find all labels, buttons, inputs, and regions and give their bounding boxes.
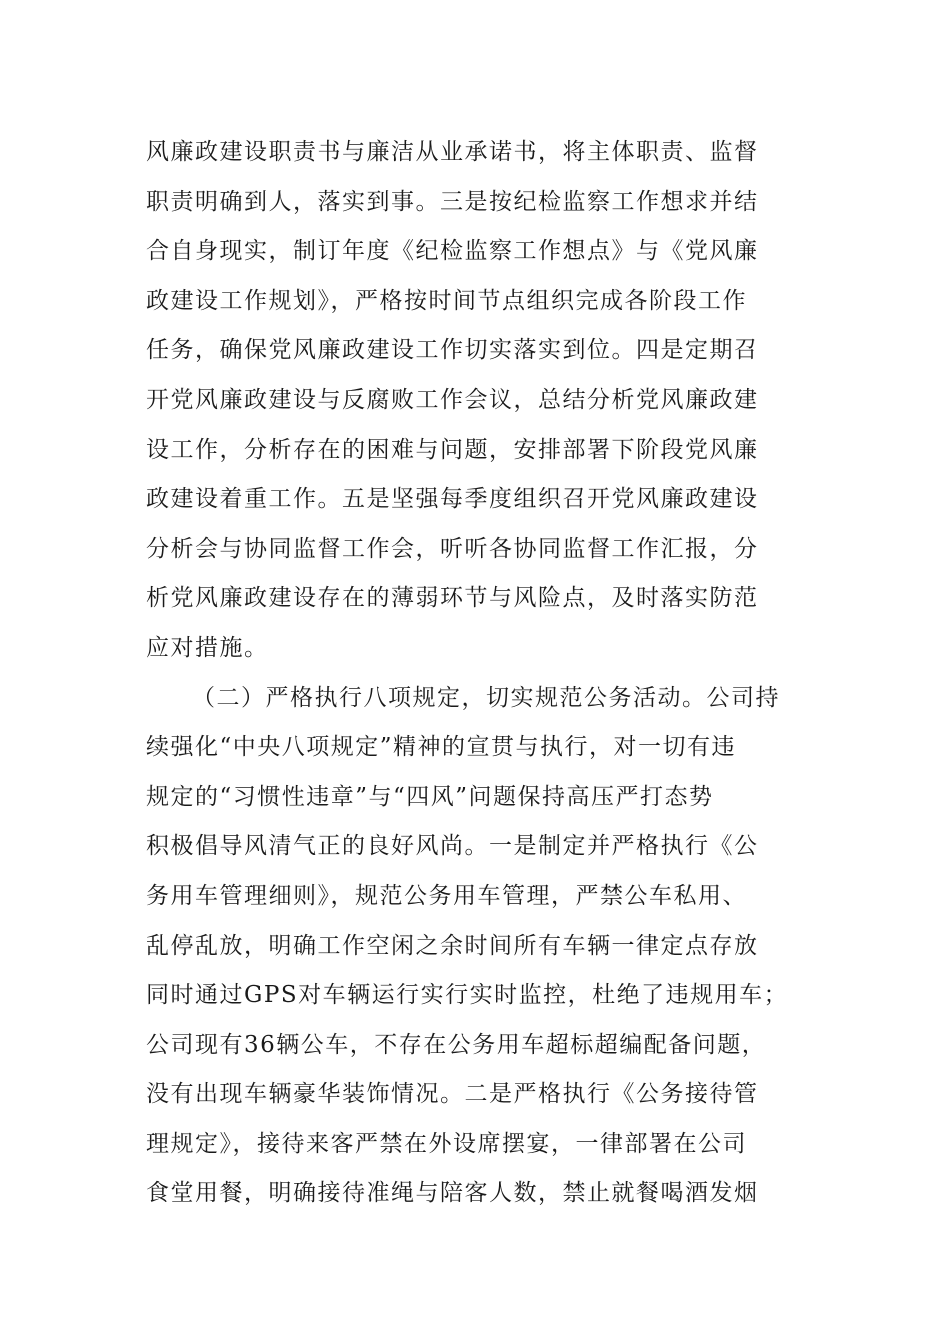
body-text xyxy=(146,128,826,1219)
text-line: 务用车管理细则》，规范公务用车管理，严禁公车私用、 xyxy=(146,882,747,909)
text-line: 分析会与协同监督工作会，听听各协同监督工作汇报，分 xyxy=(146,535,759,562)
text-line: 设工作，分析存在的困难与问题，安排部署下阶段党风廉 xyxy=(146,436,759,463)
text-line: 食堂用餐，明确接待准绳与陪客人数，禁止就餐喝酒发烟 xyxy=(146,1180,759,1207)
text-line: 风廉政建设职责书与廉洁从业承诺书，将主体职责、监督 xyxy=(146,139,759,165)
text-line: 同时通过GPS对车辆运行实行实时监控，杜绝了违规用车； xyxy=(146,982,789,1009)
text-line: 政建设着重工作。五是坚强每季度组织召开党风廉政建设 xyxy=(146,486,759,513)
text-line: 没有出现车辆豪华装饰情况。二是严格执行《公务接待管 xyxy=(146,1081,759,1108)
text-line: 应对措施。 xyxy=(146,634,269,661)
text-line: 职责明确到人，落实到事。三是按纪检监察工作想求并结 xyxy=(146,188,759,215)
text-line: 任务，确保党风廉政建设工作切实落实到位。四是定期召 xyxy=(146,337,759,364)
text-line: 公司现有36辆公车，不存在公务用车超标超编配备问题， xyxy=(146,1031,767,1058)
text-line: 合自身现实，制订年度《纪检监察工作想点》与《党风廉 xyxy=(146,238,759,265)
text-line: 积极倡导风清气正的良好风尚。一是制定并严格执行《公 xyxy=(146,833,759,860)
text-line: 理规定》，接待来客严禁在外设席摆宴，一律部署在公司 xyxy=(146,1130,747,1157)
text-line: 开党风廉政建设与反腐败工作会议，总结分析党风廉政建 xyxy=(146,386,759,413)
text-line: 析党风廉政建设存在的薄弱环节与风险点，及时落实防范 xyxy=(146,585,759,612)
section-heading-line: （二）严格执行八项规定，切实规范公务活动。公司持 xyxy=(192,684,780,711)
text-line: 规定的“习惯性违章”与“四风”问题保持高压严打态势 xyxy=(146,783,714,810)
text-line: 乱停乱放，明确工作空闲之余时间所有车辆一律定点存放 xyxy=(146,932,759,959)
text-line: 政建设工作规划》，严格按时间节点组织完成各阶段工作 xyxy=(146,287,747,314)
text-line: 续强化“中央八项规定”精神的宣贯与执行，对一切有违 xyxy=(146,734,737,761)
